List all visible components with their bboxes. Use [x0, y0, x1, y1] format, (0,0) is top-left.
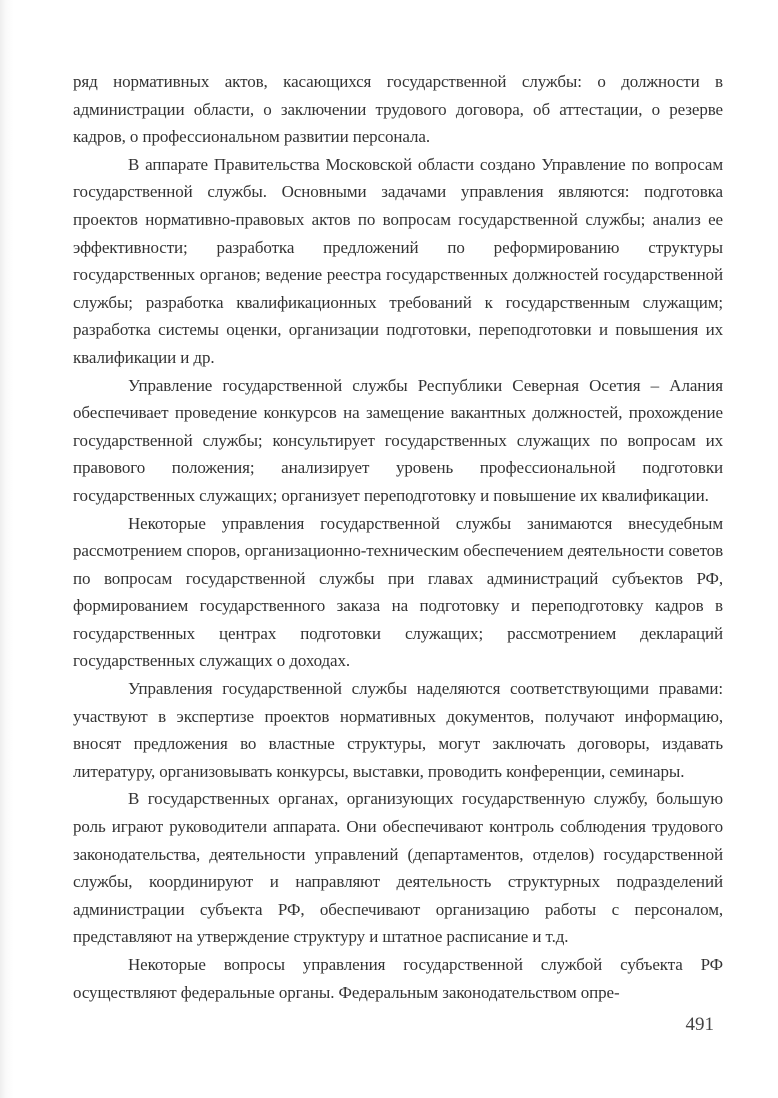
body-text — [73, 68, 723, 1006]
paragraph-1: ряд нормативных актов, касающихся государственной службы: о должности в администрации области, о заключении трудового договора, об аттестации, о резерве кадров, о профессиональном развитии персонала. — [73, 72, 723, 147]
paragraph-3: Управление государственной службы Республики Северная Осетия – Алания обеспечивает проведение конкурсов на замещение вакантных должностей, прохождение государственной службы; консультирует государственных служащих по вопросам их правового положения; анализирует уровень профессиональной подготовки государственных служащих; организует переподготовку и повышение их квалификации. — [73, 375, 723, 505]
paragraph-7: Некоторые вопросы управления государственной службой субъекта РФ осуществляют федеральные органы. Федеральным законодательством опре- — [73, 955, 723, 1002]
paragraph-2: В аппарате Правительства Московской области создано Управление по вопросам государственной службы. Основными задачами управления являются: подготовка проектов нормативно-правовых актов по вопросам государственной службы; анализ ее эффективности; разработка предложений по реформированию структуры государственных органов; ведение реестра государственных должностей государственной службы; разработка квалификационных требований к государственным служащим; разработка системы оценки, организации подготовки, переподготовки и повышения их квалификации и др. — [73, 154, 723, 367]
paragraph-5: Управления государственной службы наделяются соответствующими правами: участвуют в экспертизе проектов нормативных документов, получают информацию, вносят предложения во властные структуры, могут заключать договоры, издавать литературу, организовывать конкурсы, выставки, проводить конференции, семинары. — [73, 679, 723, 781]
paragraph-4: Некоторые управления государственной службы занимаются внесудебным рассмотрением споров, организационно-техническим обеспечением деятельности советов по вопросам государственной службы при главах администраций субъектов РФ, формированием государственного заказа на подготовку и переподготовку кадров в государственных центрах подготовки служащих; рассмотрением деклараций государственных служащих о доходах. — [73, 513, 723, 671]
paragraph-6: В государственных органах, организующих государственную службу, большую роль играют руководители аппарата. Они обеспечивают контроль соблюдения трудового законодательства, деятельности управлений (департаментов, отделов) государственной службы, координируют и направляют деятельность структурных подразделений администрации субъекта РФ, обеспечивают организацию работы с персоналом, представляют на утверждение структуру и штатное расписание и т.д. — [73, 789, 723, 947]
page-number: 491 — [685, 1014, 714, 1035]
